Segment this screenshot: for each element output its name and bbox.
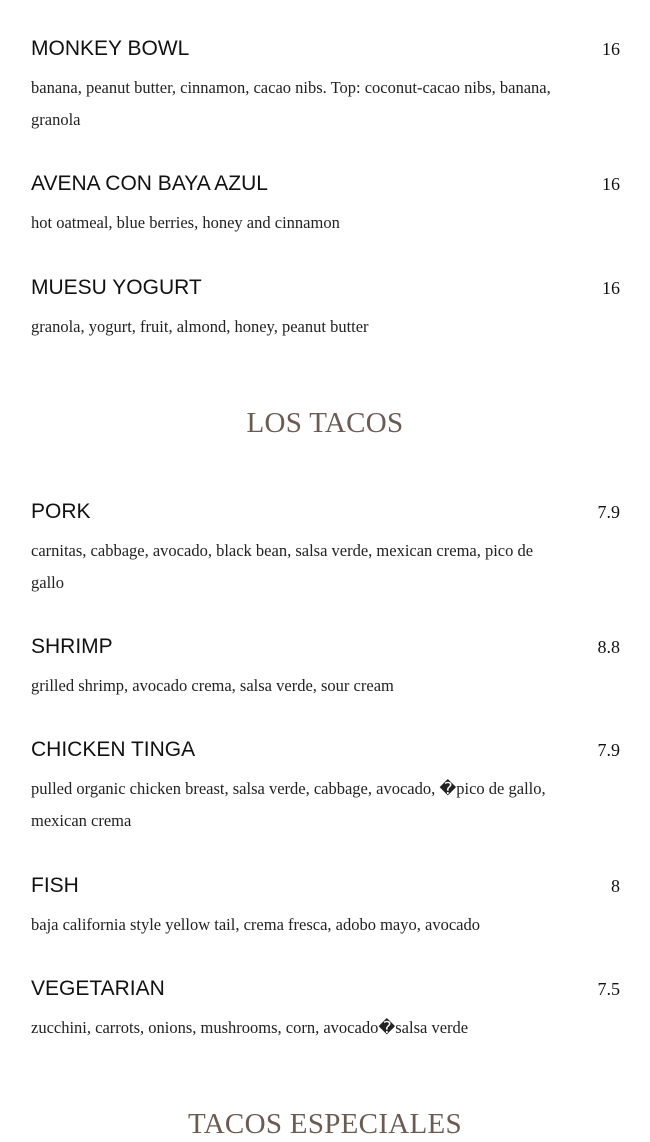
item-description: baja california style yellow tail, crema fresca, adobo mayo, avocado [31,915,480,934]
section-title-los-tacos: LOS TACOS [246,407,404,439]
item-name: VEGETARIAN [31,977,165,1000]
item-name: SHRIMP [31,635,113,658]
item-name: PORK [31,500,91,523]
item-price: 7.9 [597,502,620,522]
item-description: zucchini, carrots, onions, mushrooms, corn, avocado�salsa verde [31,1018,469,1037]
item-name: MUESU YOGURT [31,276,202,299]
item-description: banana, peanut butter, cinnamon, cacao nibs. Top: coconut-cacao nibs, banana, granola [31,78,551,129]
section-title-tacos-especiales: TACOS ESPECIALES [188,1108,462,1140]
item-price: 16 [602,174,620,194]
item-price: 16 [602,39,620,59]
item-description: hot oatmeal, blue berries, honey and cinnamon [31,213,340,232]
item-description: carnitas, cabbage, avocado, black bean, salsa verde, mexican crema, pico de gallo [31,541,534,592]
item-price: 8 [611,876,620,896]
item-name: MONKEY BOWL [31,37,190,60]
item-price: 7.5 [597,979,620,999]
item-price: 16 [602,278,620,298]
item-name: CHICKEN TINGA [31,738,196,761]
item-price: 8.8 [597,637,620,657]
item-name: FISH [31,874,79,897]
item-name: AVENA CON BAYA AZUL [31,172,268,195]
item-description: granola, yogurt, fruit, almond, honey, peanut butter [31,317,369,336]
item-description: pulled organic chicken breast, salsa verde, cabbage, avocado, �pico de gallo, mexican crema [31,779,546,830]
item-description: grilled shrimp, avocado crema, salsa verde, sour cream [31,676,394,695]
item-price: 7.9 [597,740,620,760]
